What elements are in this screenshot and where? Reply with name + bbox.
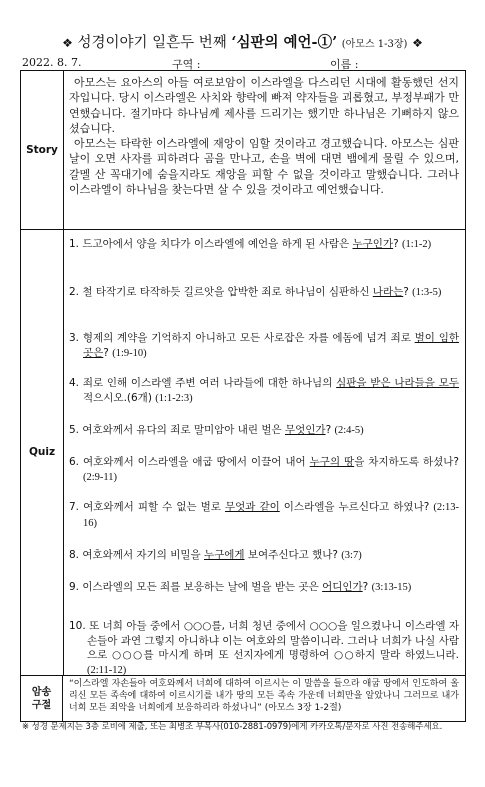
story-content [69, 75, 459, 197]
answer-blank-6: 누구의 땅 [309, 456, 355, 468]
story-paragraph-2: 아모스는 타락한 이스라엘에 재앙이 임할 것이라고 경고했습니다. 아모스는 심판 날이 오면 사자를 피하려다 곰을 만나고, 손을 벽에 대면 뱀에게 물릴 수 있으며, 갈멜 산 꼭대기에 숨을지라도 재앙을 피할 수 없을 것이라고 말했습니다. 그러나 이스라엘이 하나님을 찾는다면 살 수 있을 것이라고 예언했습니다. [69, 137, 459, 197]
story-paragraph-1: 아모스는 요아스의 아들 여로보암이 이스라엘을 다스리던 시대에 활동했던 선지자입니다. 당시 이스라엘은 사치와 향락에 빠져 약자들을 괴롭혔고, 부정부패가 만연했습니다. 절기마다 하나님께 제사를 드리기는 했기만 하나님은 기뻐하지 않으셨습니다. [69, 76, 459, 135]
quiz-question-9: 9. 이스라엘의 모든 죄를 보응하는 날에 벌을 받는 곳은 어디인가? (3:13-15) [69, 581, 412, 593]
worksheet-title [0, 31, 485, 52]
title-reference: (아모스 1-3장) [341, 39, 408, 50]
story-row [21, 71, 465, 230]
title-main: ‘심판의 예언-①’ [231, 34, 338, 51]
answer-blank-7: 무엇과 같이 [224, 501, 280, 513]
quiz-question-8: 8. 여호와께서 자기의 비밀을 누구에게 보여주신다고 했나? (3:7) [69, 549, 362, 561]
answer-blank-3: 벌이 임한 곳은 [83, 332, 459, 359]
answer-blank-9: 어디인가 [322, 581, 363, 593]
answer-blank-2: 나라는 [372, 286, 404, 298]
story-label: Story [21, 71, 64, 229]
diamond-right-icon: ❖ [412, 36, 423, 50]
memory-verse-text: “이스라엘 자손들아 여호와께서 너희에 대하여 이르시는 이 말씀을 들으라 애굽 땅에서 인도하여 올리신 모든 족속에 대하여 이르시기를 내가 땅의 모든 족속 가운데 너희만을 알았나니 그러므로 내가 너희 모든 죄악을 너희에게 보응하리라 하셨나니” (아모스 3장 1-2절) [69, 679, 459, 713]
memory-verse-label: 암송구절 [21, 676, 63, 721]
answer-blank-1: 누구인가 [352, 238, 394, 250]
quiz-content [69, 230, 459, 675]
memory-verse-row [21, 676, 465, 721]
answer-blank-4: 심판을 받은 나라들을 모두 [336, 377, 459, 389]
quiz-row [21, 230, 465, 676]
submission-note: ※ 성경 문제지는 3층 로비에 제출, 또는 최병조 부목사(010-2881-0979)에게 카카오톡/문자로 사진 전송해주세요. [22, 721, 443, 731]
quiz-question-4: 4. 죄로 인해 이스라엘 주변 여러 나라들에 대한 하나님의 심판을 받은 나라들을 모두 적으시오.(6개) (1:1-2:3) [69, 377, 459, 404]
diamond-left-icon: ❖ [62, 36, 73, 50]
quiz-question-1: 1. 드고아에서 양을 치다가 이스라엘에 예언을 하게 된 사람은 누구인가? (1:1-2) [69, 238, 432, 250]
quiz-question-2: 2. 철 타작기로 타작하듯 길르앗을 압박한 죄로 하나님이 심판하신 나라는? (1:3-5) [69, 286, 442, 298]
quiz-question-10: 10. 또 너희 아들 중에서 ○○○를, 너희 청년 중에서 ○○○을 일으켰나니 이스라엘 자손들아 과연 그렇지 아니하냐 이는 여호와의 말씀이니라. 그러나 너희가 나실 사람으로 ○○○를 마시게 하며 또 선지자에게 명령하여 ○○하지 말라 하였느니라. (2:11-12) [69, 620, 459, 676]
quiz-label: Quiz [21, 230, 64, 675]
answer-blank-8: 누구에게 [203, 549, 245, 561]
date-text: 2022. 8. 7. [22, 56, 82, 69]
answer-blank-5: 무엇인가 [284, 424, 326, 436]
quiz-question-5: 5. 여호와께서 유다의 죄로 말미암아 내린 벌은 무엇인가? (2:4-5) [69, 424, 364, 436]
class-field-label: 구역 : [172, 58, 201, 71]
title-prefix: 성경이야기 일흔두 번째 [77, 35, 227, 51]
quiz-question-6: 6. 여호와께서 이스라엘을 애굽 땅에서 이끌어 내어 누구의 땅을 차지하도록 하셨나? (2:9-11) [69, 456, 459, 483]
worksheet-table [20, 70, 466, 722]
quiz-question-7: 7. 여호와께서 피할 수 없는 벌로 무엇과 같이 이스라엘을 누르신다고 하였나? (2:13-16) [69, 501, 459, 529]
name-field-label: 이름 : [330, 58, 359, 71]
quiz-question-3: 3. 형제의 계약을 기억하지 아니하고 모든 사로잡은 자를 에돔에 넘겨 죄로 벌이 임한 곳은? (1:9-10) [69, 332, 459, 359]
